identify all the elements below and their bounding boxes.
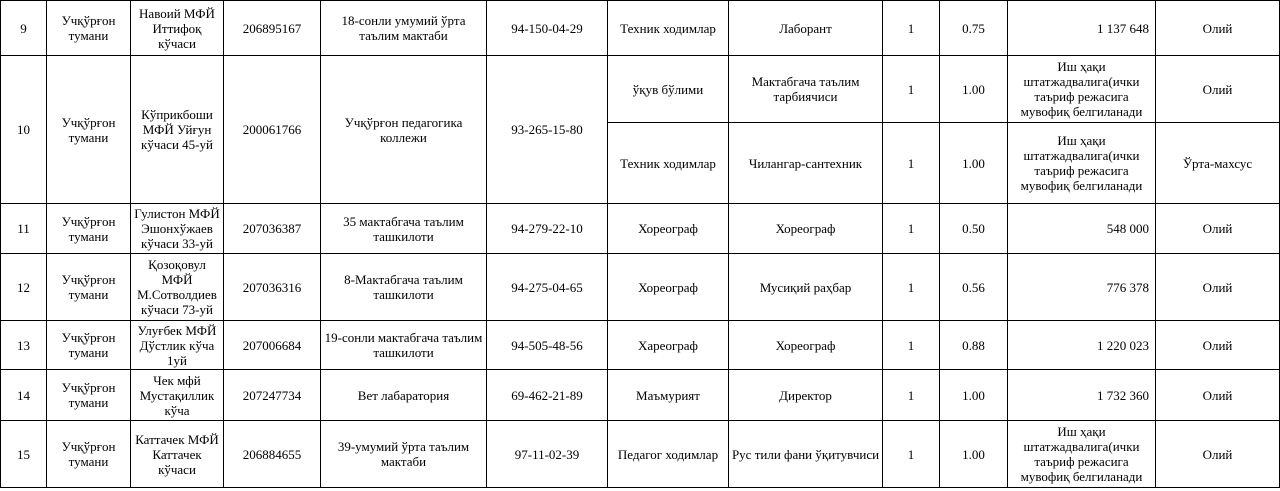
department-cell: Маъмурият xyxy=(608,370,729,421)
count-cell: 1 xyxy=(883,321,940,370)
district-cell: Учқўрғон тумани xyxy=(47,56,131,204)
district-cell: Учқўрғон тумани xyxy=(47,204,131,254)
position-cell: Мактабгача таълим тарбиячиси xyxy=(729,56,883,123)
salary-cell: 1 220 023 xyxy=(1008,321,1156,370)
phone-cell: 69-462-21-89 xyxy=(487,370,608,421)
table-row xyxy=(1,204,1280,254)
district-cell: Учқўрғон тумани xyxy=(47,1,131,56)
salary-cell: 548 000 xyxy=(1008,204,1156,254)
phone-cell: 94-505-48-56 xyxy=(487,321,608,370)
phone-cell: 94-275-04-65 xyxy=(487,254,608,321)
education-cell: Олий xyxy=(1156,56,1280,123)
table-row xyxy=(1,1,1280,56)
phone-cell: 93-265-15-80 xyxy=(487,56,608,204)
salary-cell: 1 137 648 xyxy=(1008,1,1156,56)
table-row xyxy=(1,321,1280,370)
department-cell: Педагог ходимлар xyxy=(608,421,729,488)
salary-cell: Иш ҳақи штатжадвалига(ички таъриф режасига мувофиқ белгиланади xyxy=(1008,56,1156,123)
position-cell: Хореограф xyxy=(729,321,883,370)
address-cell: Кўприкбоши МФЙ Уйғун кўчаси 45-уй xyxy=(131,56,224,204)
rate-cell: 0.50 xyxy=(940,204,1008,254)
inn-cell: 206884655 xyxy=(224,421,321,488)
row-number-cell: 15 xyxy=(1,421,47,488)
position-cell: Хореограф xyxy=(729,204,883,254)
department-cell: Хареограф xyxy=(608,321,729,370)
inn-cell: 207006684 xyxy=(224,321,321,370)
count-cell: 1 xyxy=(883,123,940,204)
department-cell: Хореограф xyxy=(608,254,729,321)
table-row xyxy=(1,370,1280,421)
organization-cell: 8-Мактабгача таълим ташкилоти xyxy=(321,254,487,321)
count-cell: 1 xyxy=(883,421,940,488)
count-cell: 1 xyxy=(883,1,940,56)
inn-cell: 207036316 xyxy=(224,254,321,321)
education-cell: Олий xyxy=(1156,421,1280,488)
district-cell: Учқўрғон тумани xyxy=(47,421,131,488)
rate-cell: 1.00 xyxy=(940,123,1008,204)
department-cell: Техник ходимлар xyxy=(608,1,729,56)
address-cell: Каттачек МФЙ Каттачек кўчаси xyxy=(131,421,224,488)
phone-cell: 94-150-04-29 xyxy=(487,1,608,56)
district-cell: Учқўрғон тумани xyxy=(47,321,131,370)
table-row xyxy=(1,421,1280,488)
department-cell: ўқув бўлими xyxy=(608,56,729,123)
position-cell: Чилангар-сантехник xyxy=(729,123,883,204)
salary-cell: 776 378 xyxy=(1008,254,1156,321)
organization-cell: 19-сонли мактабгача таълим ташкилоти xyxy=(321,321,487,370)
rate-cell: 0.88 xyxy=(940,321,1008,370)
department-cell: Хореограф xyxy=(608,204,729,254)
salary-cell: 1 732 360 xyxy=(1008,370,1156,421)
row-number-cell: 11 xyxy=(1,204,47,254)
rate-cell: 1.00 xyxy=(940,56,1008,123)
education-cell: Ўрта-махсус xyxy=(1156,123,1280,204)
department-cell: Техник ходимлар xyxy=(608,123,729,204)
organization-cell: Учқўрғон педагогика коллежи xyxy=(321,56,487,204)
phone-cell: 97-11-02-39 xyxy=(487,421,608,488)
row-number-cell: 14 xyxy=(1,370,47,421)
row-number-cell: 12 xyxy=(1,254,47,321)
rate-cell: 1.00 xyxy=(940,370,1008,421)
district-cell: Учқўрғон тумани xyxy=(47,370,131,421)
position-cell: Лаборант xyxy=(729,1,883,56)
table-row xyxy=(1,56,1280,123)
address-cell: Чек мфй Мустақиллик кўча xyxy=(131,370,224,421)
table-row xyxy=(1,254,1280,321)
education-cell: Олий xyxy=(1156,254,1280,321)
organization-cell: 39-умумий ўрта таълим мактаби xyxy=(321,421,487,488)
education-cell: Олий xyxy=(1156,321,1280,370)
address-cell: Навоий МФЙ Иттифоқ кўчаси xyxy=(131,1,224,56)
position-cell: Мусиқий раҳбар xyxy=(729,254,883,321)
salary-cell: Иш ҳақи штатжадвалига(ички таъриф режасига мувофиқ белгиланади xyxy=(1008,123,1156,204)
count-cell: 1 xyxy=(883,204,940,254)
organization-cell: 35 мактабгача таълим ташкилоти xyxy=(321,204,487,254)
inn-cell: 207036387 xyxy=(224,204,321,254)
phone-cell: 94-279-22-10 xyxy=(487,204,608,254)
row-number-cell: 10 xyxy=(1,56,47,204)
education-cell: Олий xyxy=(1156,370,1280,421)
inn-cell: 206895167 xyxy=(224,1,321,56)
count-cell: 1 xyxy=(883,56,940,123)
inn-cell: 200061766 xyxy=(224,56,321,204)
salary-cell: Иш ҳақи штатжадвалига(ички таъриф режасига мувофиқ белгиланади xyxy=(1008,421,1156,488)
education-cell: Олий xyxy=(1156,1,1280,56)
inn-cell: 207247734 xyxy=(224,370,321,421)
count-cell: 1 xyxy=(883,254,940,321)
address-cell: Қозоқовул МФЙ М.Сотволдиев кўчаси 73-уй xyxy=(131,254,224,321)
district-cell: Учқўрғон тумани xyxy=(47,254,131,321)
education-cell: Олий xyxy=(1156,204,1280,254)
position-cell: Директор xyxy=(729,370,883,421)
row-number-cell: 9 xyxy=(1,1,47,56)
rate-cell: 0.75 xyxy=(940,1,1008,56)
position-cell: Рус тили фани ўқитувчиси xyxy=(729,421,883,488)
organization-cell: Вет лабаратория xyxy=(321,370,487,421)
address-cell: Улуғбек МФЙ Дўстлик кўча 1уй xyxy=(131,321,224,370)
rate-cell: 1.00 xyxy=(940,421,1008,488)
row-number-cell: 13 xyxy=(1,321,47,370)
rate-cell: 0.56 xyxy=(940,254,1008,321)
address-cell: Гулистон МФЙ Эшонхўжаев кўчаси 33-уй xyxy=(131,204,224,254)
organization-cell: 18-сонли умумий ўрта таълим мактаби xyxy=(321,1,487,56)
count-cell: 1 xyxy=(883,370,940,421)
